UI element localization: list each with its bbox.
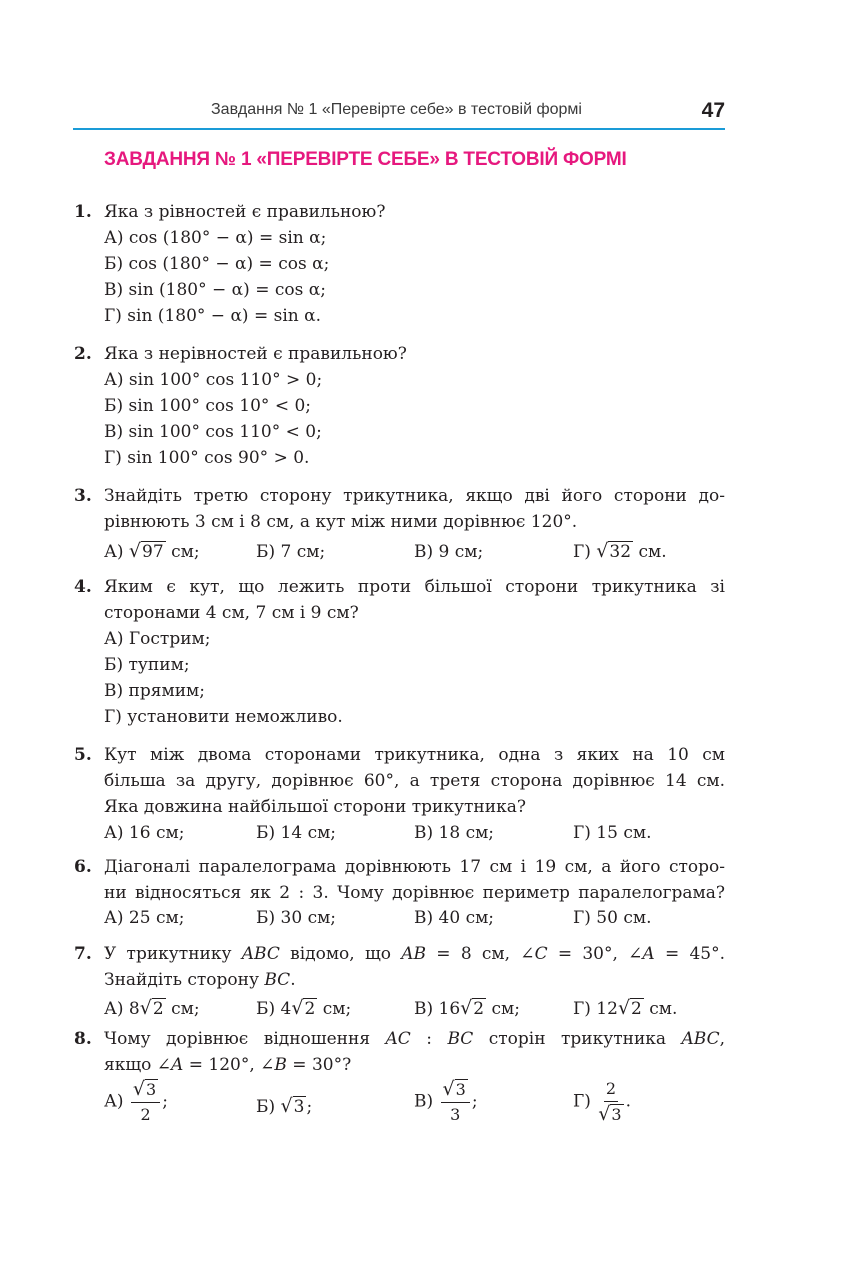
option-b: Б) тупим; [104,655,190,675]
text-run: відомо, що [279,944,402,964]
question-text-line-2: більша за другу, дорівнює 60°, а третя сторона дорівнює 14 см. [104,771,725,791]
sqrt [140,997,166,1019]
fraction [131,1079,160,1125]
question-number: 5. [74,745,92,765]
fraction [441,1079,470,1125]
question-text-line-2: сторонами 4 см, 7 см і 9 см? [104,603,359,623]
option-c: В) sin 100° cos 110° < 0; [104,422,322,442]
option-end: . [625,1091,631,1112]
question-number: 1. [74,202,92,222]
radical-sign-icon: √ [617,997,631,1019]
question-text-line-1: Діагоналі паралелограма дорівнюють 17 см і 19 см, а його сторо- [104,857,725,877]
numerator: 2 [604,1079,618,1102]
option-a: А) cos (180° − α) = sin α; [104,228,327,248]
question-text-line-2 [104,970,296,990]
text-run: . [290,970,296,990]
option-c [414,1079,478,1125]
angle-b: B [274,1055,287,1075]
radical-sign-icon: √ [442,1078,455,1100]
radical-sign-icon: √ [598,1103,611,1125]
option-a: А) sin 100° cos 110° > 0; [104,370,323,390]
sqrt [129,540,166,562]
question-number: 8. [74,1029,92,1049]
option-label: Г) [573,542,591,562]
option-d [573,997,677,1019]
option-end: ; [162,1091,168,1112]
option-unit: см; [491,999,520,1019]
radicand: 3 [293,1097,305,1117]
option-c: В) 40 см; [414,908,495,928]
text-run: Чому дорівнює відношення [104,1029,386,1049]
radical-sign-icon: √ [128,540,142,562]
option-b: Б) 14 см; [256,823,337,843]
angle-a: A [171,1055,184,1075]
option-label: Б) 4 [256,999,292,1019]
option-unit: см; [322,999,352,1019]
page-number: 47 [701,99,725,122]
text-run: якщо ∠ [104,1055,172,1075]
text-run: = 30°, ∠ [547,944,643,964]
numerator [441,1079,470,1103]
option-b: Б) sin 100° cos 10° < 0; [104,396,312,416]
sqrt [281,1095,307,1117]
option-b: Б) 7 см; [256,542,326,562]
side-ab: AB [401,944,427,964]
side-bc: BC [264,970,291,990]
option-c: В) sin (180° − α) = cos α; [104,280,326,300]
question-text-line-2: ни відносяться як 2 : 3. Чому дорівнює периметр паралелограма? [104,883,725,903]
option-c [414,997,520,1019]
radical-sign-icon: √ [139,997,152,1019]
question-text-line-1 [104,944,725,964]
option-label: А) [104,1091,124,1112]
text-run: , [719,1029,725,1049]
text-run: сторін трикутника [473,1029,682,1049]
option-label: Г) [573,1091,591,1112]
question-number: 4. [74,577,92,597]
radicand: 3 [611,1105,622,1124]
sqrt [443,1079,468,1100]
denominator: 3 [450,1105,461,1124]
option-label: Б) [256,1097,276,1117]
question-text-line-2: рівнюють 3 см і 8 см, а кут між ними дорівнює 120°. [104,512,578,532]
sqrt [596,540,633,562]
radicand: 2 [304,999,316,1019]
option-label: В) 16 [414,999,461,1019]
numerator [131,1079,160,1103]
question-text-line-1: Знайдіть третю сторону трикутника, якщо дві його сторони до- [104,486,725,506]
option-a [104,540,200,562]
radicand: 97 [142,542,164,562]
running-head [73,100,725,126]
option-b [256,997,351,1019]
question-number: 7. [74,944,92,964]
option-unit: см; [171,999,200,1019]
option-a [104,997,200,1019]
option-unit: см; [171,542,200,562]
sqrt [133,1079,158,1100]
question-text: Яка з нерівностей є правильною? [104,344,407,364]
radicand: 2 [152,999,164,1019]
triangle-name: ABC [681,1029,720,1049]
running-title: Завдання № 1 «Перевірте себе» в тестовій формі [211,101,582,118]
text-run: : [410,1029,448,1049]
fraction [598,1079,623,1125]
option-a: А) 16 см; [104,823,185,843]
radical-sign-icon: √ [132,1078,146,1100]
radical-sign-icon: √ [596,540,609,562]
text-run: Знайдіть сторону [104,970,265,990]
option-label: Г) 12 [573,999,618,1019]
radical-sign-icon: √ [291,997,304,1019]
radical-sign-icon: √ [460,997,473,1019]
section-title: ЗАВДАННЯ № 1 «ПЕРЕВІРТЕ СЕБЕ» В ТЕСТОВІЙ ФОРМІ [104,149,627,170]
header-rule [73,128,725,130]
denominator [598,1102,623,1125]
text-run: = 30°? [286,1055,352,1075]
option-b: Б) cos (180° − α) = cos α; [104,254,330,274]
option-d: Г) sin 100° cos 90° > 0. [104,448,310,468]
question-text-line-2 [104,1055,351,1075]
option-unit: см. [638,542,667,562]
option-c: В) 18 см; [414,823,495,843]
question-number: 2. [74,344,92,364]
option-label: В) [414,1091,434,1112]
question-number: 3. [74,486,92,506]
option-end: ; [471,1091,478,1112]
option-unit: см. [649,999,678,1019]
sqrt [618,997,644,1019]
question-text-line-1: Яким є кут, що лежить проти більшої сторони трикутника зі [104,577,725,597]
radical-sign-icon: √ [280,1095,293,1117]
angle-a: A [642,944,655,964]
option-c: В) прямим; [104,681,205,701]
side-bc: BC [447,1029,474,1049]
question-text-line-3: Яка довжина найбільшої сторони трикутника? [104,797,526,817]
option-a: А) 25 см; [104,908,185,928]
option-label: А) [104,542,124,562]
option-d: Г) установити неможливо. [104,707,343,727]
option-b [256,1095,312,1117]
sqrt [598,1104,623,1125]
question-number: 6. [74,857,92,877]
option-d [573,540,667,562]
angle-c: C [534,944,548,964]
option-d: Г) sin (180° − α) = sin α. [104,306,321,326]
option-a [104,1079,168,1125]
sqrt [291,997,317,1019]
question-text: Яка з рівностей є правильною? [104,202,386,222]
option-d: Г) 50 см. [573,908,652,928]
text-run: = 8 см, ∠ [426,944,535,964]
sqrt [460,997,486,1019]
option-c: В) 9 см; [414,542,484,562]
question-text-line-1: Кут між двома сторонами трикутника, одна з яких на 10 см [104,745,725,765]
question-text-line-1 [104,1029,725,1049]
text-run: У трикутнику [104,944,242,964]
denominator: 2 [140,1105,151,1124]
radicand: 2 [473,999,485,1019]
side-ac: AC [385,1029,411,1049]
triangle-name: ABC [241,944,280,964]
option-label: А) 8 [104,999,140,1019]
text-run: = 45°. [654,944,725,964]
text-run: = 120°, ∠ [183,1055,275,1075]
option-d: Г) 15 см. [573,823,652,843]
radicand: 3 [146,1080,157,1099]
radicand: 32 [609,542,632,562]
option-end: ; [306,1097,313,1117]
option-d [573,1079,631,1125]
option-b: Б) 30 см; [256,908,337,928]
option-a: А) Гострим; [104,629,211,649]
radicand: 2 [631,999,642,1019]
radicand: 3 [455,1080,466,1099]
